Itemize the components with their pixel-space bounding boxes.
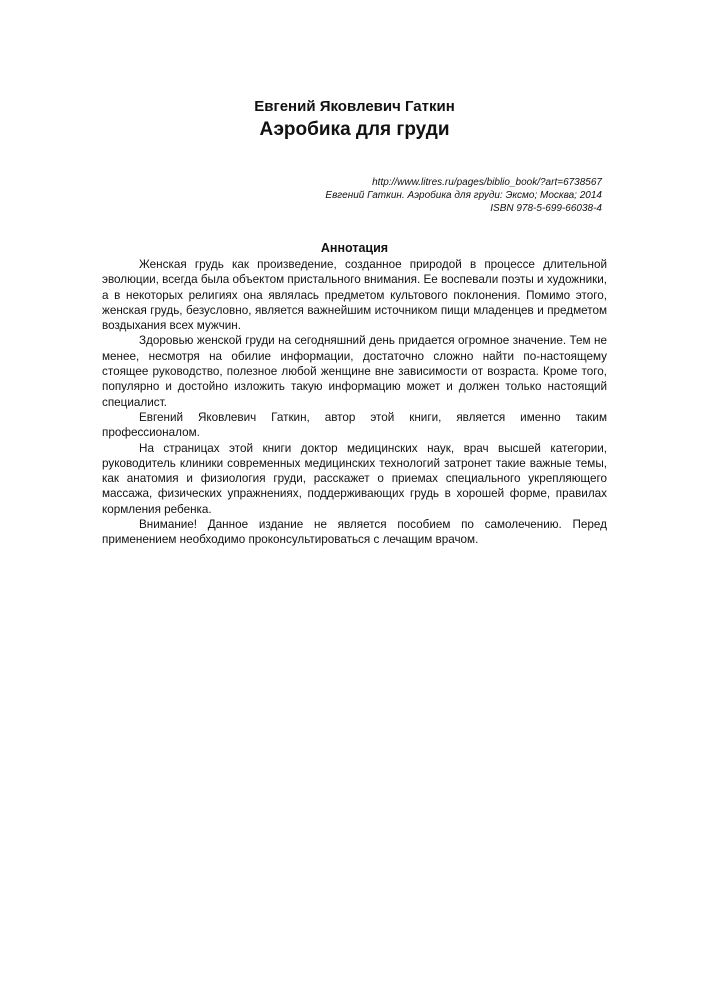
annotation-body (102, 257, 607, 548)
annotation-paragraph: Женская грудь как произведение, созданное природой в процессе длительной эволюции, всегда была объектом пристального внимания. Ее воспевали поэты и художники, а в некоторых религиях она являлась предметом культового поклонения. Помимо этого, женская грудь, безусловно, является важнейшим источником пищи младенцев и предметом воздыхания всех мужчин. (102, 258, 607, 333)
author-name: Евгений Яковлевич Гаткин (254, 98, 455, 115)
annotation-paragraph: На страницах этой книги доктор медицинских наук, врач высшей категории, руководитель клиники современных медицинских технологий затронет такие важные темы, как анатомия и физиология груди, расскажет о приемах специального укрепляющего массажа, физических упражнениях, поддерживающих грудь в хорошей форме, правилах кормления ребенка. (102, 441, 607, 516)
annotation-paragraph: Внимание! Данное издание не является пособием по самолечению. Перед применением необходимо проконсультироваться с лечащим врачом. (102, 518, 607, 547)
citation: Евгений Гаткин. Аэробика для груди: Эксмо; Москва; 2014 (325, 190, 602, 201)
annotation-paragraph: Здоровью женской груди на сегодняшний день придается огромное значение. Тем не менее, несмотря на обилие информации, достаточно сложно найти по-настоящему стоящее руководство, полезное любой женщине вне зависимости от возраста. Кроме того, популярно и достойно изложить такую информацию может и должен только настоящий специалист. (102, 334, 607, 409)
annotation-heading: Аннотация (320, 241, 389, 255)
isbn: ISBN 978-5-699-66038-4 (490, 203, 602, 214)
source-url: http://www.litres.ru/pages/biblio_book/?art=6738567 (372, 177, 602, 188)
annotation-paragraph: Евгений Яковлевич Гаткин, автор этой книги, является именно таким профессионалом. (102, 410, 607, 440)
publication-meta (102, 176, 607, 215)
book-title: Аэробика для груди (259, 119, 450, 140)
